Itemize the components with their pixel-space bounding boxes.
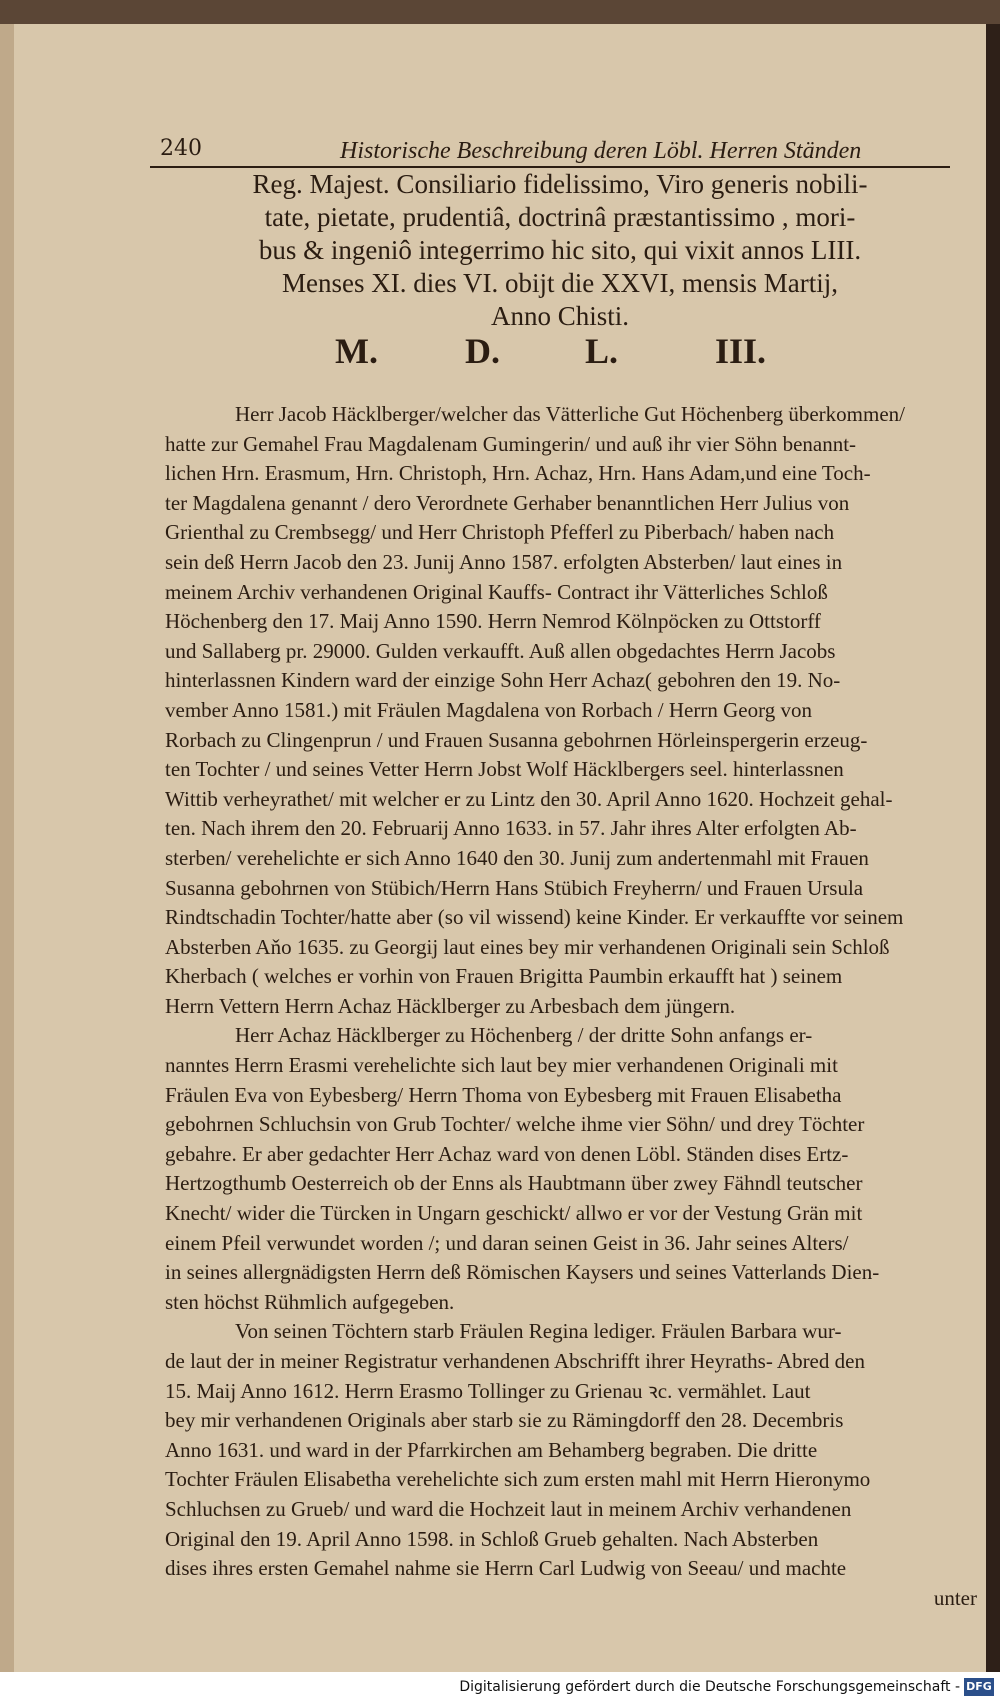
text-line: meinem Archiv verhandenen Original Kauffs- Contract ihr Vätterliches Schloß [165,579,828,604]
text-line: unter [933,1585,977,1610]
text-line: Schluchsen zu Grueb/ und ward die Hochzeit laut in meinem Archiv verhandenen [165,1496,852,1521]
text-line: hinterlassnen Kindern ward der einzige Sohn Herr Achaz( gebohren den 19. No- [165,668,841,693]
text-line: Höchenberg den 17. Maij Anno 1590. Herrn Nemrod Kölnpöcken zu Ottstorff [165,609,821,634]
text-line: Herrn Vettern Herrn Achaz Häcklberger zu Arbesbach dem jüngern. [165,993,736,1018]
text-line: 15. Maij Anno 1612. Herrn Erasmo Tollinger zu Grienau ꝛc. vermählet. Laut [165,1378,811,1403]
text-line: in seines allergnädigsten Herrn deß Römischen Kaysers und seines Vatterlands Dien- [165,1260,880,1285]
text-line: gebohrnen Schluchsin von Grub Tochter/ welche ihme vier Söhn/ und drey Töchter [165,1112,865,1137]
text-line: Wittib verheyrathet/ mit welcher er zu Lintz den 30. April Anno 1620. Hochzeit gehal- [165,786,893,811]
book-fore-edge [986,24,1000,1672]
text-line: Knecht/ wider die Türcken in Ungarn geschickt/ allwo er vor der Vestung Grän mit [165,1201,863,1226]
text-line: dises ihres ersten Gemahel nahme sie Herrn Carl Ludwig von Seeau/ und machte [165,1556,847,1581]
text-line: Kherbach ( welches er vorhin von Frauen Brigitta Paumbin erkaufft hat ) seinem [165,964,843,989]
text-line: ter Magdalena genannt / dero Verordnete Gerhaber benanntlichen Herr Julius von [165,490,850,515]
latin-line: Menses XI. dies VI. obijt die XXVI, mensis Martij, [282,268,838,298]
latin-line: tate, pietate, prudentiâ, doctrinâ præstantissimo , mori- [264,202,856,232]
text-line: ten. Nach ihrem den 20. Februarij Anno 1633. in 57. Jahr ihres Alter erfolgten Ab- [165,816,857,841]
text-line: Von seinen Töchtern starb Fräulen Regina lediger. Fräulen Barbara wur- [235,1319,842,1344]
footer-credit: Digitalisierung gefördert durch die Deutsche Forschungsgemeinschaft - [459,1679,960,1695]
text-line: hatte zur Gemahel Frau Magdalenam Gumingerin/ und auß ihr vier Söhn benannt- [165,431,857,456]
page-number: 240 [160,136,202,161]
text-line: gebahre. Er aber gedachter Herr Achaz ward von denen Löbl. Ständen dises Ertz- [165,1141,849,1166]
text-line: Tochter Fräulen Elisabetha verehelichte sich zum ersten mahl mit Herrn Hieronymo [165,1467,871,1492]
dfg-logo: DFG [964,1678,994,1696]
roman-numeral: M. [335,331,378,371]
page-header [150,118,950,164]
text-line: Herr Jacob Häcklberger/welcher das Vätterliche Gut Höchenberg überkommen/ [235,402,905,426]
text-line: Anno 1631. und ward in der Pfarrkirchen am Behamberg begraben. Die dritte [165,1437,818,1462]
text-line: und Sallaberg pr. 29000. Gulden verkaufft. Auß allen obgedachtes Herrn Jacobs [165,638,836,663]
text-line: Original den 19. April Anno 1598. in Schloß Grueb gehalten. Nach Absterben [165,1526,819,1551]
roman-numeral: III. [715,331,767,371]
roman-numeral: D. [465,331,500,371]
text-line: ten Tochter / und seines Vetter Herrn Jobst Wolf Häcklbergers seel. hinterlassnen [165,757,844,782]
paragraph [165,400,977,1021]
running-head: Historische Beschreibung deren Löbl. Herren Ständen [340,138,862,164]
digitization-footer [0,1672,1000,1704]
text-line: sein deß Herrn Jacob den 23. Junij Anno 1587. erfolgten Absterben/ laut eines in [165,549,843,574]
text-line: nanntes Herrn Erasmi verehelichte sich laut bey mier verhandenen Originali mit [165,1053,838,1078]
text-line: Rorbach zu Clingenprun / und Frauen Susanna gebohrnen Hörleinspergerin erzeug- [165,727,868,752]
latin-line: Reg. Majest. Consiliario fidelissimo, Viro generis nobili- [252,169,868,199]
body-text [165,400,977,1613]
text-line: Susanna gebohrnen von Stübich/Herrn Hans Stübich Freyherrn/ und Frauen Ursula [165,875,864,900]
text-line: einem Pfeil verwundet worden /; und daran seinen Geist in 36. Jahr seines Alters/ [165,1230,849,1255]
paragraph [165,1317,977,1613]
paragraph [165,1021,977,1317]
latin-line: Anno Chisti. [490,301,630,331]
text-line: Herr Achaz Häcklberger zu Höchenberg / der dritte Sohn anfangs er- [235,1023,813,1048]
text-line: lichen Hrn. Erasmum, Hrn. Christoph, Hrn. Achaz, Hrn. Hans Adam,und eine Toch- [165,461,871,486]
text-line: sten höchst Rühmlich aufgegeben. [165,1289,455,1314]
text-line: Hertzogthumb Oesterreich ob der Enns als Haubtmann über zwey Fähndl teutscher [165,1171,863,1196]
text-line: Absterben Aňo 1635. zu Georgij laut eines bey mir verhandenen Originali sein Schloß [165,934,890,959]
text-line: sterben/ verehelichte er sich Anno 1640 den 30. Junij zum andertenmahl mit Frauen [165,845,869,870]
text-line: de laut der in meiner Registratur verhandenen Abschrifft ihrer Heyraths- Abred den [165,1349,865,1373]
latin-line: bus & ingeniô integerrimo hic sito, qui vixit annos LIII. [258,235,862,265]
text-line: Fräulen Eva von Eybesberg/ Herrn Thoma von Eybesberg mit Frauen Elisabetha [165,1082,842,1107]
text-line: Grienthal zu Crembsegg/ und Herr Christoph Pfefferl zu Piberbach/ haben nach [165,520,835,545]
roman-numeral: L. [585,331,619,371]
latin-epitaph [200,168,920,333]
text-line: bey mir verhandenen Originals aber starb sie zu Rämingdorff den 28. Decembris [165,1408,844,1433]
text-line: vember Anno 1581.) mit Fräulen Magdalena von Rorbach / Herrn Georg von [165,697,812,722]
text-line: Rindtschadin Tochter/hatte aber (so vil wissend) keine Kinder. Er verkauffte vor seinem [165,905,904,930]
roman-date [335,330,815,378]
